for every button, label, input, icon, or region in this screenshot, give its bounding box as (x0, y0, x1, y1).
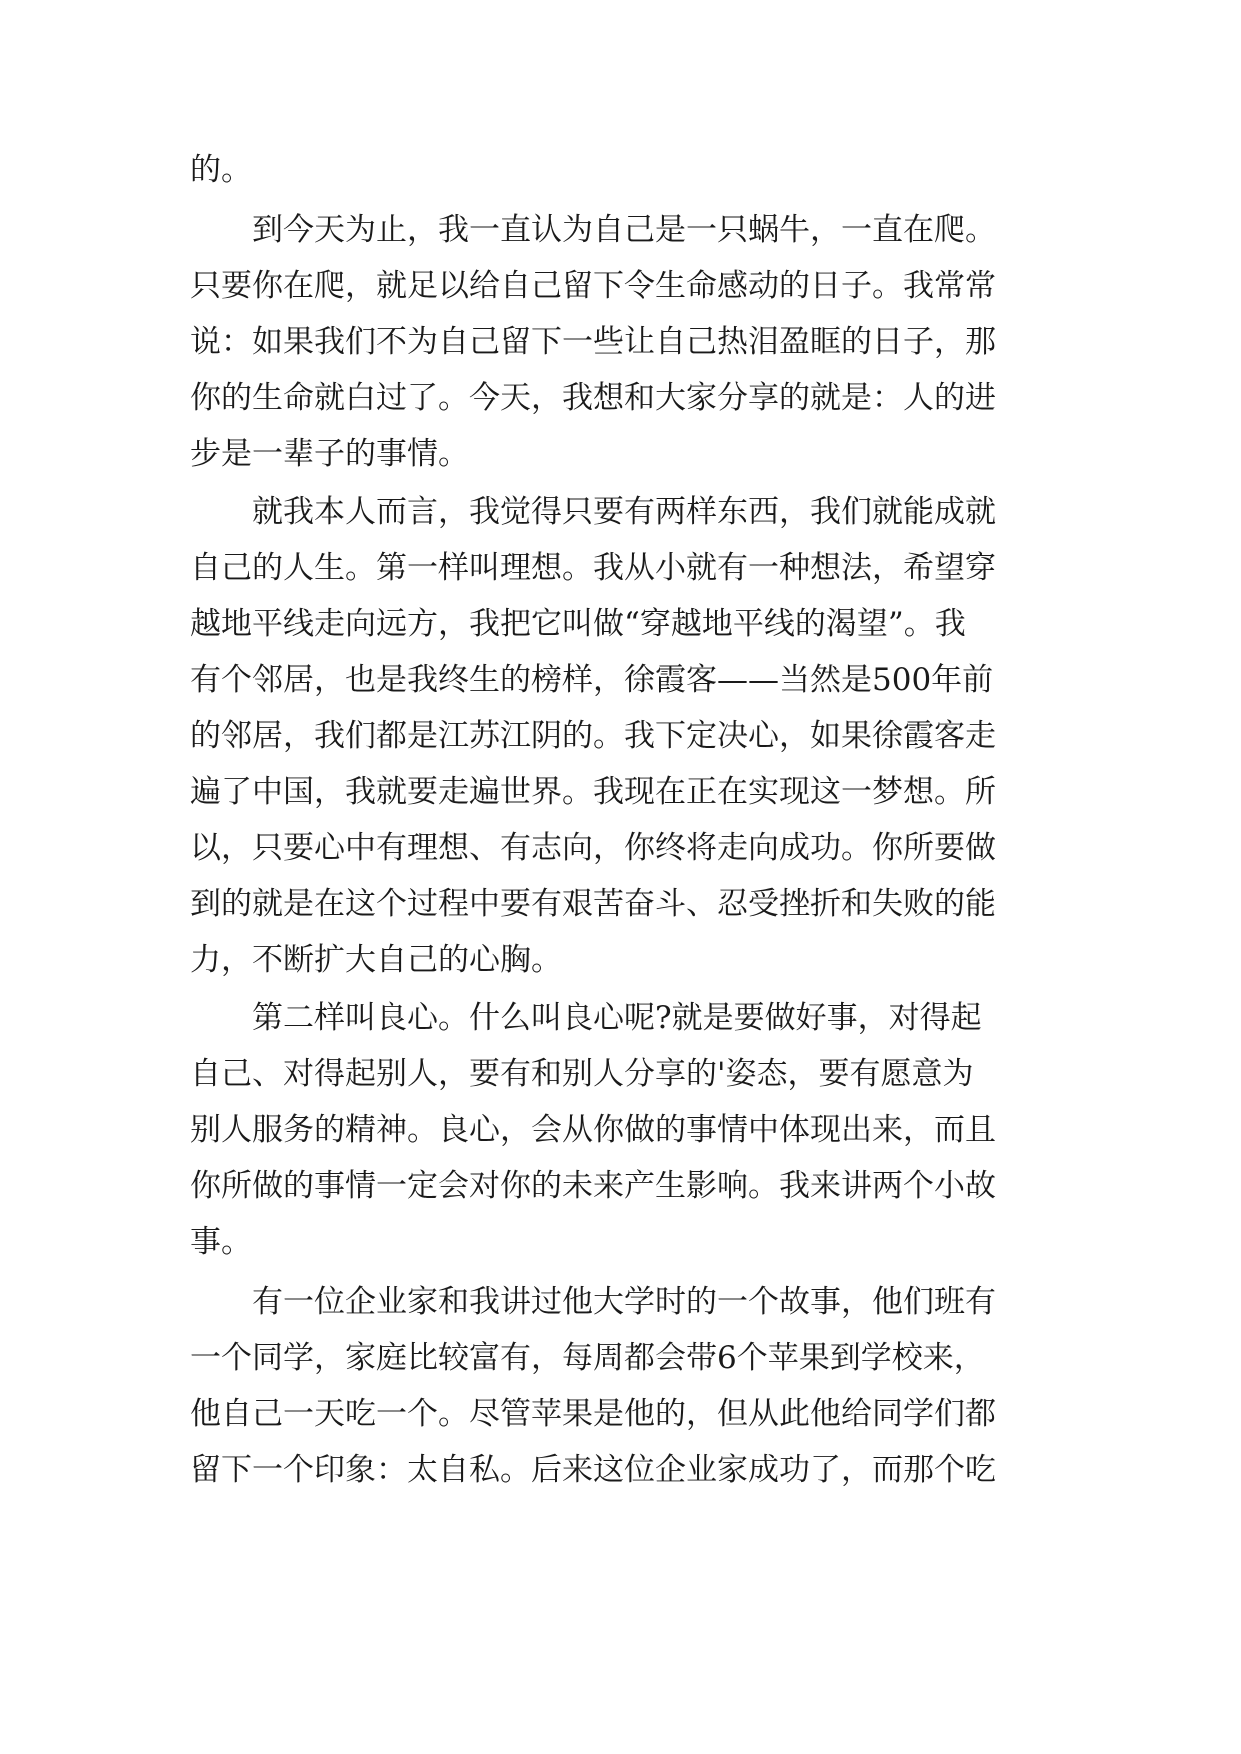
text-line: 你所做的事情一定会对你的未来产生影响。我来讲两个小故 (190, 1168, 996, 1204)
text-line: 就我本人而言，我觉得只要有两样东西，我们就能成就 (252, 494, 996, 530)
text-line: 的。 (190, 152, 252, 188)
text-line: 第二样叫良心。什么叫良心呢?就是要做好事，对得起 (252, 1000, 982, 1036)
text-line: 到的就是在这个过程中要有艰苦奋斗、忍受挫折和失败的能 (190, 886, 996, 922)
text-line: 步是一辈子的事情。 (190, 436, 469, 472)
text-line: 一个同学，家庭比较富有，每周都会带6个苹果到学校来， (190, 1340, 985, 1376)
text-line: 只要你在爬，就足以给自己留下令生命感动的日子。我常常 (190, 268, 996, 304)
text-line: 别人服务的精神。良心，会从你做的事情中体现出来，而且 (190, 1112, 996, 1148)
text-line: 留下一个印象：太自私。后来这位企业家成功了，而那个吃 (190, 1452, 996, 1488)
text-line: 以，只要心中有理想、有志向，你终将走向成功。你所要做 (190, 830, 996, 866)
text-line: 遍了中国，我就要走遍世界。我现在正在实现这一梦想。所 (190, 774, 996, 810)
text-line: 力，不断扩大自己的心胸。 (190, 942, 562, 978)
text-line: 说：如果我们不为自己留下一些让自己热泪盈眶的日子，那 (190, 324, 996, 360)
text-line: 到今天为止，我一直认为自己是一只蜗牛，一直在爬。 (252, 212, 996, 248)
text-line: 越地平线走向远方，我把它叫做“穿越地平线的渴望”。我 (190, 606, 966, 642)
text-line: 他自己一天吃一个。尽管苹果是他的，但从此他给同学们都 (190, 1396, 996, 1432)
text-line: 有个邻居，也是我终生的榜样，徐霞客——当然是500年前 (190, 662, 994, 698)
text-line: 自己、对得起别人，要有和别人分享的'姿态，要有愿意为 (190, 1056, 974, 1092)
text-line: 你的生命就白过了。今天，我想和大家分享的就是：人的进 (190, 380, 996, 416)
text-line: 自己的人生。第一样叫理想。我从小就有一种想法，希望穿 (190, 550, 996, 586)
text-line: 的邻居，我们都是江苏江阴的。我下定决心，如果徐霞客走 (190, 718, 996, 754)
text-line: 事。 (190, 1224, 252, 1260)
text-line: 有一位企业家和我讲过他大学时的一个故事，他们班有 (252, 1284, 996, 1320)
